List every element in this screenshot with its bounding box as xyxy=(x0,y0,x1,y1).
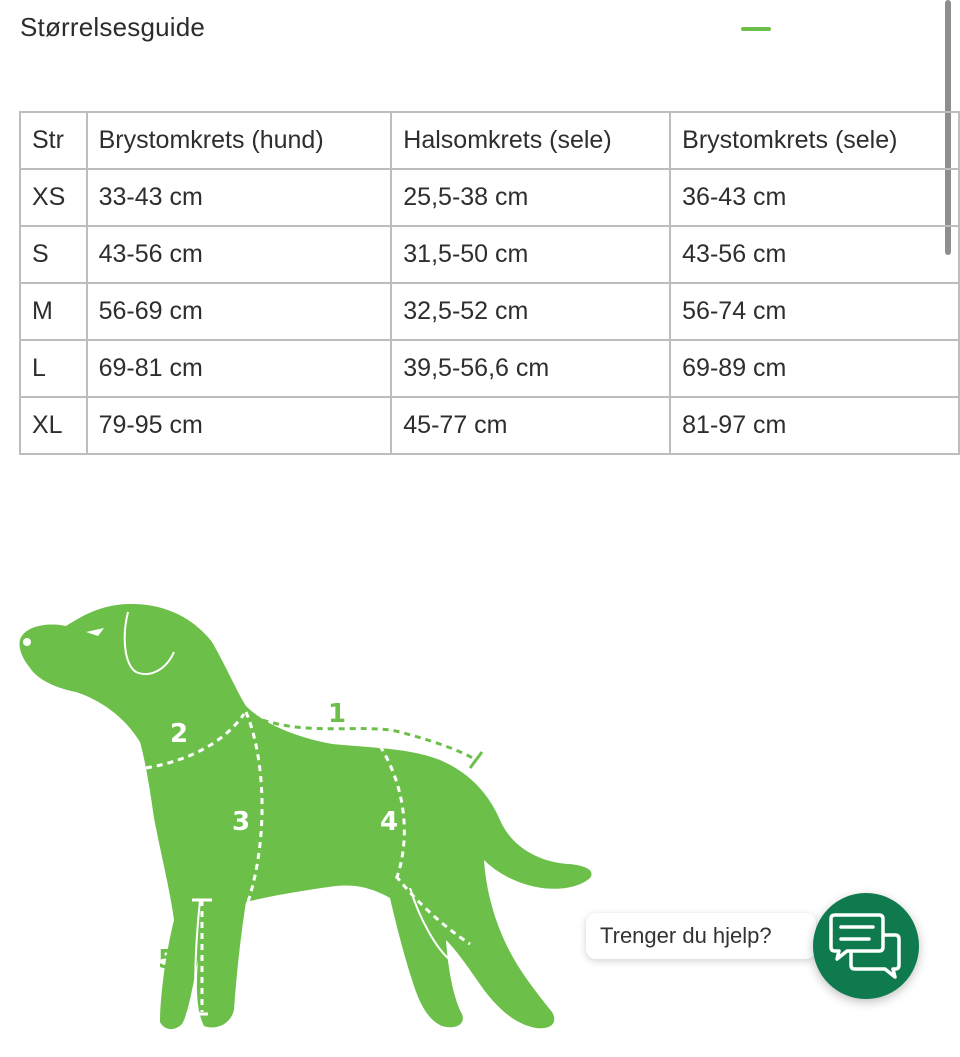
cell-chest-harness: 43-56 cm xyxy=(670,226,959,283)
help-bubble[interactable] xyxy=(586,913,816,959)
header-chest-dog: Brystomkrets (hund) xyxy=(87,112,392,169)
cell-size: M xyxy=(20,283,87,340)
cell-chest-harness: 69-89 cm xyxy=(670,340,959,397)
cell-chest-dog: 33-43 cm xyxy=(87,169,392,226)
cell-chest-dog: 79-95 cm xyxy=(87,397,392,454)
cell-neck-harness: 39,5-56,6 cm xyxy=(391,340,670,397)
cell-neck-harness: 45-77 cm xyxy=(391,397,670,454)
header-chest-harness: Brystomkrets (sele) xyxy=(670,112,959,169)
table-header-row xyxy=(20,112,959,169)
dog-measurement-diagram xyxy=(0,580,620,1050)
chat-button[interactable] xyxy=(813,893,919,999)
header-neck-harness: Halsomkrets (sele) xyxy=(391,112,670,169)
measure-label-1: 1 xyxy=(328,699,347,729)
dog-silhouette xyxy=(19,604,591,1029)
measure-label-2: 2 xyxy=(170,719,189,749)
header-size: Str xyxy=(20,112,87,169)
cell-chest-dog: 69-81 cm xyxy=(87,340,392,397)
cell-size: XS xyxy=(20,169,87,226)
measure-label-6: 6 xyxy=(404,925,423,955)
cell-chest-harness: 81-97 cm xyxy=(670,397,959,454)
page-title: Størrelsesguide xyxy=(20,12,206,42)
cell-neck-harness: 25,5-38 cm xyxy=(391,169,670,226)
cell-size: S xyxy=(20,226,87,283)
size-table xyxy=(19,111,960,455)
table-row xyxy=(20,283,959,340)
table-row xyxy=(20,340,959,397)
collapse-button[interactable] xyxy=(736,14,776,44)
cell-chest-dog: 56-69 cm xyxy=(87,283,392,340)
cell-chest-dog: 43-56 cm xyxy=(87,226,392,283)
table-row xyxy=(20,397,959,454)
table-row xyxy=(20,169,959,226)
cell-neck-harness: 31,5-50 cm xyxy=(391,226,670,283)
cell-neck-harness: 32,5-52 cm xyxy=(391,283,670,340)
table-row xyxy=(20,226,959,283)
cell-chest-harness: 36-43 cm xyxy=(670,169,959,226)
cell-chest-harness: 56-74 cm xyxy=(670,283,959,340)
measure-label-4: 4 xyxy=(380,807,399,837)
measure-label-5: 5 xyxy=(158,945,177,975)
measure-label-3: 3 xyxy=(232,807,251,837)
cell-size: L xyxy=(20,340,87,397)
help-bubble-text: Trenger du hjelp? xyxy=(600,923,772,948)
minus-icon xyxy=(741,27,771,31)
chat-bubbles-icon xyxy=(829,911,903,981)
cell-size: XL xyxy=(20,397,87,454)
